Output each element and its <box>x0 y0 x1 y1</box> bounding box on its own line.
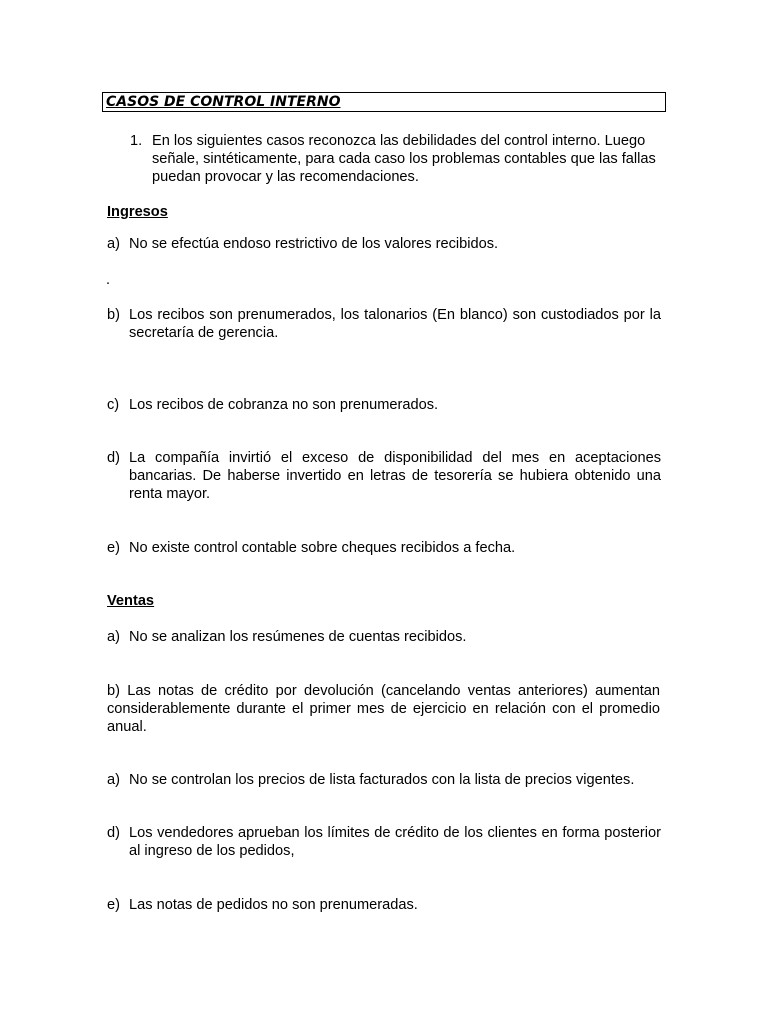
intro-text: En los siguientes casos reconozca las debilidades del control interno. Luego señale, sintéticamente, para cada caso los problemas contables que las fallas puedan provocar y las recomendaciones. <box>152 133 656 185</box>
item-label: e) <box>107 540 120 556</box>
item-label: d) <box>107 450 120 466</box>
item-text: Los recibos son prenumerados, los talonarios (En blanco) son custodiados por la secretaría de gerencia. <box>129 307 661 341</box>
item-label: b) <box>107 307 120 323</box>
item-text: Los vendedores aprueban los límites de crédito de los clientes en forma posterior al ingreso de los pedidos, <box>129 825 661 859</box>
intro-number: 1. <box>130 133 143 149</box>
item-text: Los recibos de cobranza no son prenumerados. <box>129 397 439 413</box>
item-label: a) <box>107 236 120 252</box>
item-text: Las notas de pedidos no son prenumeradas. <box>129 897 418 913</box>
item-label: d) <box>107 825 120 841</box>
title-box <box>102 92 666 112</box>
item-label: c) <box>107 397 120 413</box>
section-heading-ingresos: Ingresos <box>107 204 168 220</box>
item-label: a) <box>107 629 120 645</box>
item-text: No se analizan los resúmenes de cuentas recibidos. <box>129 629 467 645</box>
item-text: La compañía invirtió el exceso de disponibilidad del mes en aceptaciones bancarias. De haberse invertido en letras de tesorería se hubiera obtenido una renta mayor. <box>129 450 661 502</box>
item-text: No se efectúa endoso restrictivo de los valores recibidos. <box>129 236 499 252</box>
ventas-item-b: b) Las notas de crédito por devolución (cancelando ventas anteriores) aumentan considerablemente durante el primer mes de ejercicio en relación con el promedio anual. <box>107 683 660 735</box>
item-text: No se controlan los precios de lista facturados con la lista de precios vigentes. <box>129 772 635 788</box>
stray-dot: . <box>106 272 111 288</box>
item-label: e) <box>107 897 120 913</box>
item-text: No existe control contable sobre cheques recibidos a fecha. <box>129 540 516 556</box>
page-title: CASOS DE CONTROL INTERNO <box>106 94 341 110</box>
item-label: a) <box>107 772 120 788</box>
section-heading-ventas: Ventas <box>107 593 155 609</box>
